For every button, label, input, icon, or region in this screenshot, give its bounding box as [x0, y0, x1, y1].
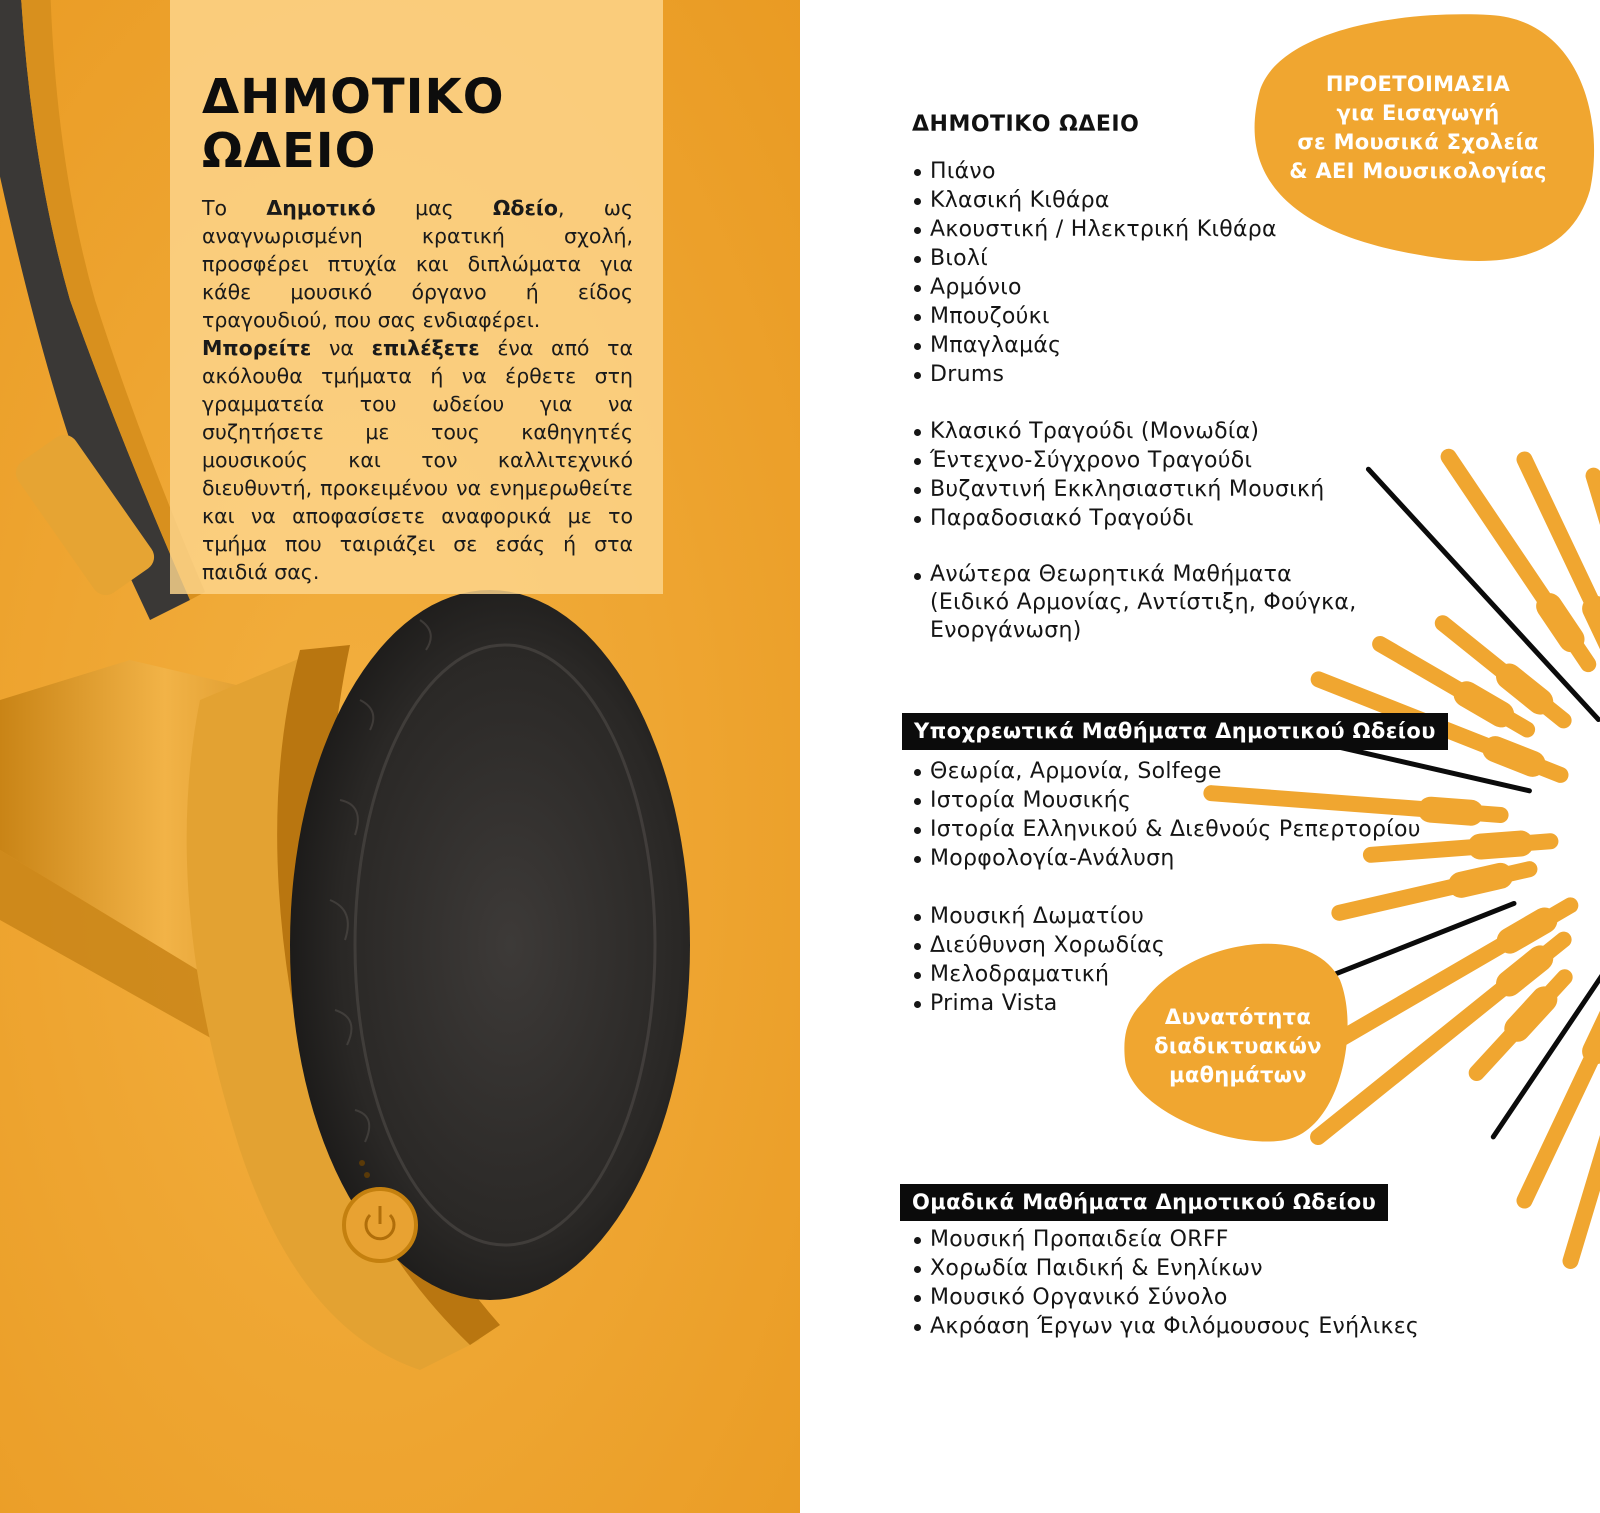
list-item: Ακουστική / Ηλεκτρική Κιθάρα	[912, 215, 1277, 244]
list-item: Έντεχνο-Σύγχρονο Τραγούδι	[912, 446, 1324, 475]
intro-title	[202, 70, 633, 178]
text-bold: επιλέξετε	[371, 336, 480, 360]
sunburst-ray-head	[1510, 920, 1545, 940]
text-run: μας	[375, 196, 493, 220]
intro-text	[202, 194, 633, 586]
text-bold: Ωδείο	[492, 196, 558, 220]
list-item: Ακρόαση Έργων για Φιλόμουσους Ενήλικες	[912, 1312, 1419, 1341]
intro-title-line: ΔΗΜΟΤΙΚΟ	[202, 69, 505, 125]
sunburst-ray-head	[1481, 844, 1521, 847]
list-item: Ιστορία Ελληνικού & Διεθνούς Ρεπερτορίου	[912, 815, 1421, 844]
list-item: Χορωδία Παιδική & Ενηλίκων	[912, 1254, 1419, 1283]
list-item: Μπουζούκι	[912, 302, 1277, 331]
led-dot	[359, 1160, 365, 1166]
text-bold: Μπορείτε	[202, 336, 312, 360]
section-heading: ΔΗΜΟΤΙΚΟ ΩΔΕΙΟ	[912, 112, 1140, 137]
list-item: Μελοδραματική	[912, 960, 1165, 989]
list-item: Θεωρία, Αρμονία, Solfege	[912, 757, 1421, 786]
list-item: Βιολί	[912, 244, 1277, 273]
prep-line: για Εισαγωγή	[1336, 101, 1500, 125]
text-bold: Δημοτικό	[266, 196, 376, 220]
led-dot	[364, 1172, 370, 1178]
required-list-a	[912, 757, 1421, 873]
sunburst-ray-head	[1509, 958, 1540, 983]
intro-box	[170, 0, 663, 594]
sunburst-ray	[1594, 476, 1600, 687]
list-item: Παραδοσιακό Τραγούδι	[912, 504, 1324, 533]
list-item: Κλασικό Τραγούδι (Μονωδία)	[912, 417, 1324, 446]
power-button	[344, 1189, 416, 1261]
theory-line: Ενοργάνωση)	[930, 618, 1082, 643]
sunburst-ray-head	[1595, 1015, 1600, 1051]
sunburst-ray-head	[1509, 677, 1540, 702]
online-blob-text	[1138, 1003, 1338, 1090]
ear-cushion	[290, 590, 690, 1300]
theory-line: (Ειδικό Αρμονίας, Αντίστιξη, Φούγκα,	[930, 590, 1357, 615]
sunburst-ray-head	[1431, 810, 1471, 813]
sunburst-ray-head	[1467, 694, 1502, 714]
list-item: Μουσική Δωματίου	[912, 902, 1165, 931]
required-heading: Υποχρεωτικά Μαθήματα Δημοτικού Ωδείου	[902, 713, 1448, 750]
list-item: Αρμόνιο	[912, 273, 1277, 302]
sunburst-ray-head	[1549, 606, 1571, 639]
list-item: Πιάνο	[912, 157, 1277, 186]
list-item: Μουσικό Οργανικό Σύνολο	[912, 1283, 1419, 1312]
singing-list	[912, 417, 1324, 533]
online-line: Δυνατότητα	[1164, 1005, 1312, 1029]
list-item: Διεύθυνση Χορωδίας	[912, 931, 1165, 960]
sunburst-ray-head	[1495, 749, 1532, 764]
prep-blob-text	[1268, 70, 1568, 186]
list-item: Drums	[912, 360, 1277, 389]
theory-line: Ανώτερα Θεωρητικά Μαθήματα	[930, 562, 1292, 587]
list-item: Κλασική Κιθάρα	[912, 186, 1277, 215]
intro-paragraph	[202, 334, 633, 586]
list-item: Μορφολογία-Ανάλυση	[912, 844, 1421, 873]
group-list	[912, 1225, 1419, 1341]
prep-line: ΠΡΟΕΤΟΙΜΑΣΙΑ	[1325, 72, 1511, 96]
sunburst-ray-head	[1517, 999, 1544, 1028]
sunburst-ray-head	[1461, 876, 1500, 885]
group-heading: Ομαδικά Μαθήματα Δημοτικού Ωδείου	[900, 1184, 1388, 1221]
list-item: Ιστορία Μουσικής	[912, 786, 1421, 815]
text-run: , ως αναγνωρισμένη κρατική σχολή, προσφέρει πτυχία και διπλώματα για κάθε μουσικό όργανο ή είδος τραγουδιού, που σας ενδιαφέρει.	[202, 196, 633, 332]
online-line: διαδικτυακών	[1154, 1034, 1322, 1058]
instrument-list	[912, 157, 1277, 389]
theory-list	[912, 561, 1357, 645]
required-list-b	[912, 902, 1165, 1018]
text-run: Το	[202, 196, 267, 220]
sunburst-ray-head	[1595, 609, 1600, 645]
right-panel	[800, 0, 1600, 1513]
list-item	[912, 561, 1357, 645]
list-item: Prima Vista	[912, 989, 1165, 1018]
online-line: μαθημάτων	[1169, 1063, 1307, 1087]
list-item: Μουσική Προπαιδεία ORFF	[912, 1225, 1419, 1254]
prep-line: σε Μουσικά Σχολεία	[1297, 130, 1539, 154]
text-run: να	[311, 336, 372, 360]
list-item: Βυζαντινή Εκκλησιαστική Μουσική	[912, 475, 1324, 504]
intro-title-line: ΩΔΕΙΟ	[202, 123, 377, 179]
text-run: ένα από τα ακόλουθα τμήματα ή να έρθετε στη γραμματεία του ωδείου για να συζητήσετε με τους καθηγητές μουσικούς και τον καλλιτεχνικό διευθυντή, προκειμένου να ενημερωθείτε και να αποφασίσετε αναφορικά με το τμήμα που ταιριάζει σε εσάς ή στα παιδιά σας.	[202, 336, 633, 584]
prep-line: & ΑΕΙ Μουσικολογίας	[1289, 159, 1547, 183]
list-item: Μπαγλαμάς	[912, 331, 1277, 360]
intro-paragraph	[202, 194, 633, 334]
